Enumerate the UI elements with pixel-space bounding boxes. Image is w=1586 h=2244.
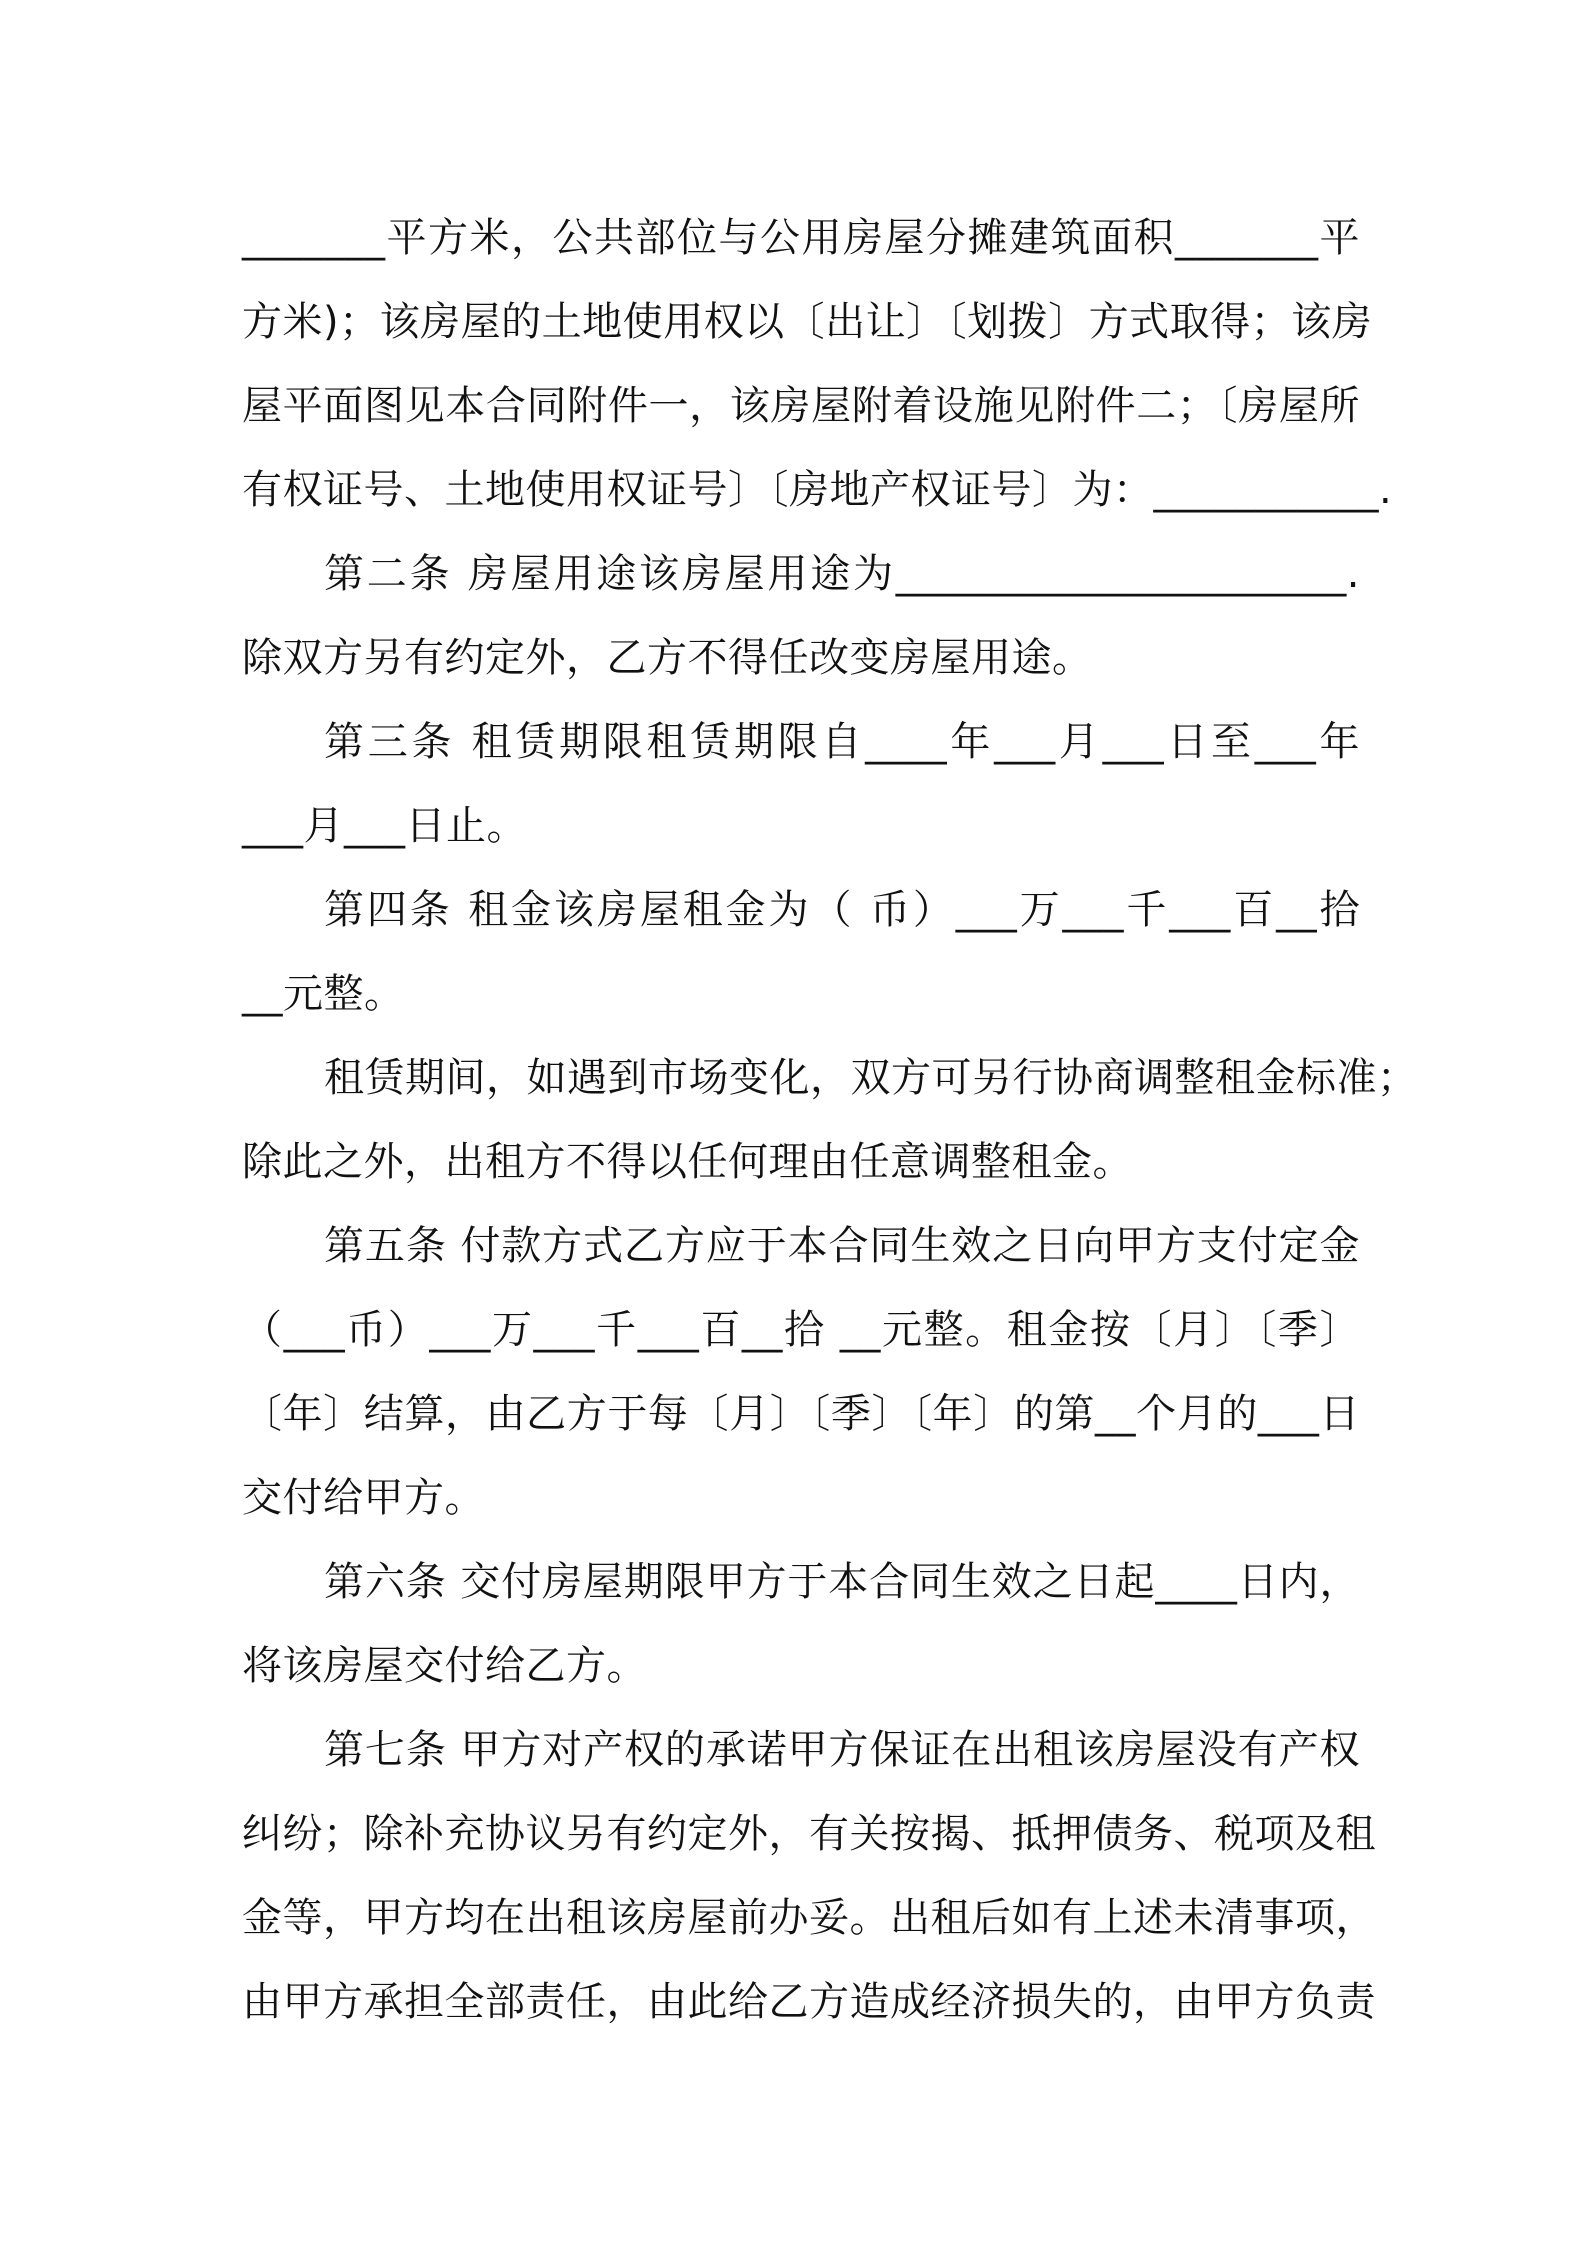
article-7-heading-line: 第七条 甲方对产权的承诺甲方保证在出租该房屋没有产权: [324, 1727, 1360, 1773]
text-line: 纠纷；除补充协议另有约定外，有关按揭、抵押债务、税项及租: [242, 1811, 1376, 1857]
paragraph-start-line: 租赁期间，如遇到市场变化，双方可另行协商调整租金标准；: [324, 1055, 1418, 1101]
text-line: 有权证号、土地使用权证号〕〔房地产权证号〕为：___________.: [242, 467, 1393, 513]
text-line: ___月___日止。: [242, 803, 527, 849]
text-line: 〔年〕结算，由乙方于每〔月〕〔季〕〔年〕的第__个月的___日: [242, 1391, 1360, 1437]
document-body: [242, 196, 1418, 2044]
article-3-heading-line: 第三条 租赁期限租赁期限自____年___月___日至___年: [324, 719, 1360, 765]
article-5-heading-line: 第五条 付款方式乙方应于本合同生效之日向甲方支付定金: [324, 1223, 1360, 1269]
text-line: 由甲方承担全部责任，由此给乙方造成经济损失的，由甲方负责: [242, 1979, 1376, 2025]
text-line: 除此之外，出租方不得以任何理由任意调整租金。: [242, 1139, 1133, 1185]
text-line: 除双方另有约定外，乙方不得任改变房屋用途。: [242, 635, 1093, 681]
article-4-heading-line: 第四条 租金该房屋租金为（ 币）___万___千___百__拾: [324, 887, 1360, 933]
text-line: __元整。: [242, 971, 405, 1017]
text-line: _______平方米，公共部位与公用房屋分摊建筑面积_______平: [242, 215, 1360, 261]
text-line: 交付给甲方。: [242, 1475, 485, 1521]
article-6-heading-line: 第六条 交付房屋期限甲方于本合同生效之日起____日内，: [324, 1559, 1360, 1605]
text-line: （___币）___万___千___百__拾 __元整。租金按〔月〕〔季〕: [242, 1307, 1360, 1353]
text-line: 屋平面图见本合同附件一，该房屋附着设施见附件二；〔房屋所: [242, 383, 1360, 429]
text-line: 将该房屋交付给乙方。: [242, 1643, 647, 1689]
article-2-heading-line: 第二条 房屋用途该房屋用途为______________________.: [324, 551, 1360, 597]
text-line: 金等，甲方均在出租该房屋前办妥。出租后如有上述未清事项，: [242, 1895, 1376, 1941]
text-line: 方米)；该房屋的土地使用权以〔出让〕〔划拨〕方式取得；该房: [242, 299, 1373, 345]
